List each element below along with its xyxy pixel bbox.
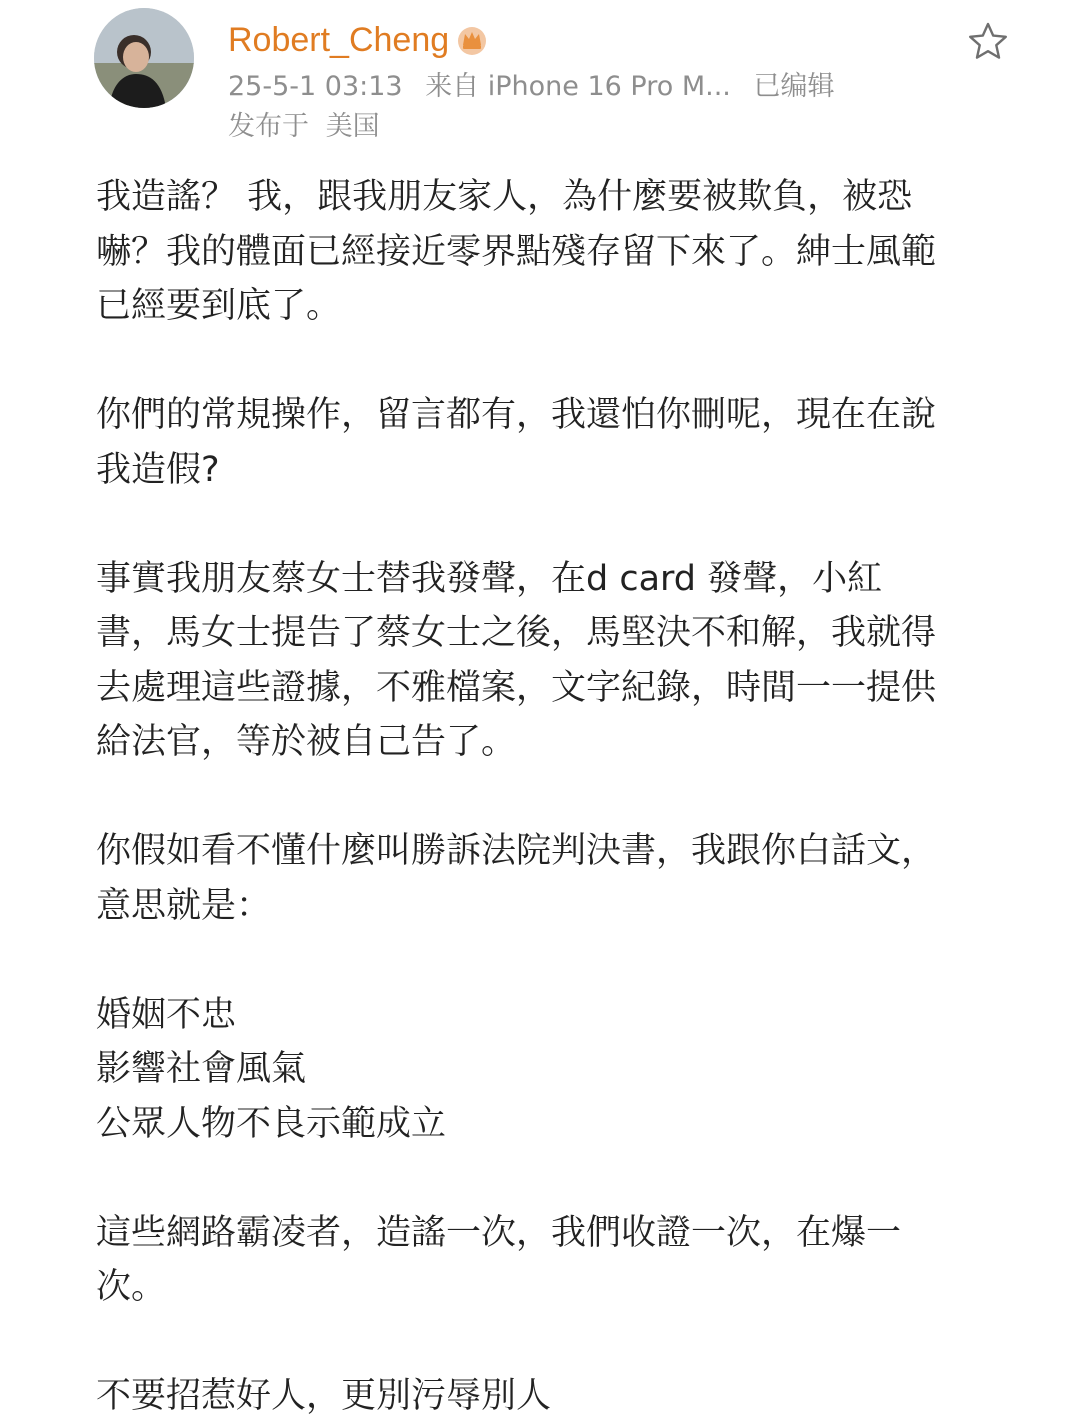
post-meta (228, 68, 848, 106)
text-line: 書，馬女士提告了蔡女士之後，馬堅決不和解，我就得 (96, 613, 937, 653)
text-line: 我造假? (96, 449, 220, 490)
source: 来自 iPhone 16 Pro M... (425, 71, 731, 102)
text-line: 意思就是： (96, 885, 272, 926)
star-icon (966, 20, 1010, 64)
paragraph-2 (96, 388, 1016, 497)
text-line: 事實我朋友蔡女士替我發聲，在d card 發聲，小紅 (96, 558, 883, 599)
username-row (228, 18, 489, 62)
username[interactable]: Robert_Cheng (228, 20, 450, 59)
paragraph-5 (96, 988, 1016, 1152)
paragraph-1 (96, 170, 1016, 334)
post-content (96, 170, 1016, 1428)
paragraph-7 (96, 1369, 1016, 1424)
crown-icon (455, 23, 489, 57)
paragraph-6 (96, 1206, 1016, 1315)
text-line: 我造謠？ 我，跟我朋友家人，為什麼要被欺負，被恐 (96, 177, 913, 217)
paragraph-4 (96, 824, 1016, 933)
favorite-button[interactable] (966, 20, 1010, 64)
text-line: 這些網路霸凌者，造謠一次，我們收證一次，在爆一 (96, 1212, 902, 1253)
text-line: 嚇？我的體面已經接近零界點殘存留下來了。紳士風範 (96, 231, 937, 272)
edited-label[interactable]: 已编辑 (753, 71, 835, 102)
text-line: 不要招惹好人，更別污辱別人 (96, 1376, 552, 1416)
location: 美国 (325, 111, 380, 142)
paragraph-3 (96, 552, 1016, 770)
timestamp: 25-5-1 03:13 (228, 71, 403, 102)
text-line: 婚姻不忠 (96, 994, 237, 1035)
location-prefix: 发布于 (228, 111, 309, 142)
text-line: 給法官，等於被自己告了。 (96, 722, 517, 762)
text-line: 你假如看不懂什麼叫勝訴法院判決書，我跟你白話文， (96, 831, 937, 871)
text-line: 已經要到底了。 (96, 286, 342, 326)
post-location (228, 108, 388, 146)
text-line: 去處理這些證據，不雅檔案，文字紀錄，時間一一提供 (96, 667, 937, 708)
text-line: 次。 (96, 1267, 167, 1307)
avatar-image (94, 8, 194, 108)
text-line: 影響社會風氣 (96, 1049, 307, 1089)
text-line: 你們的常規操作，留言都有，我還怕你刪呢，現在在說 (96, 395, 937, 435)
avatar[interactable] (94, 8, 194, 108)
text-line: 公眾人物不良示範成立 (96, 1103, 447, 1144)
